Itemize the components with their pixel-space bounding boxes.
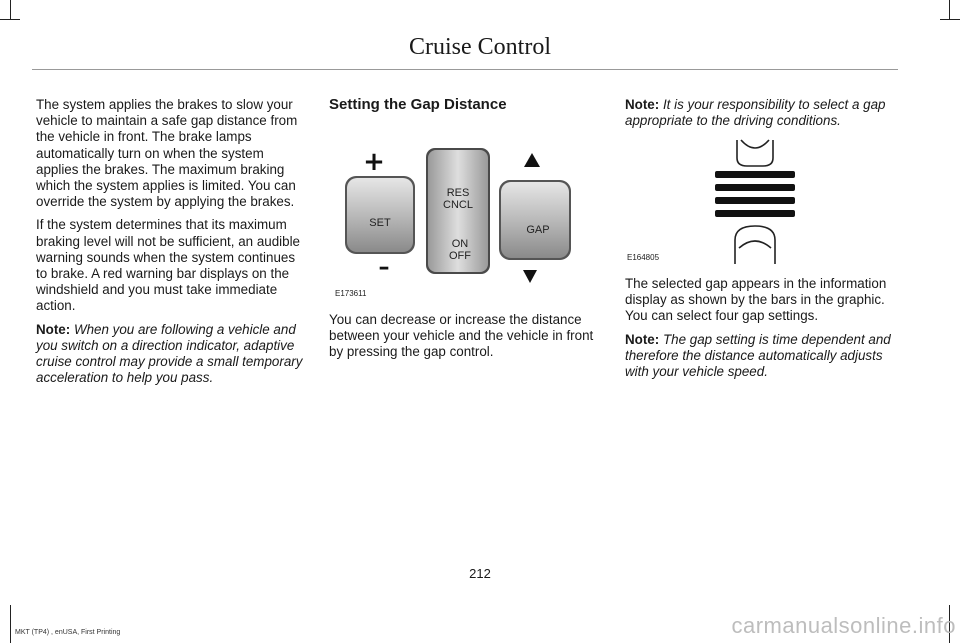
gap-decrease-arrow-icon	[523, 270, 537, 283]
crop-mark	[10, 0, 11, 20]
set-label: SET	[369, 217, 391, 229]
watermark: carmanualsonline.info	[731, 613, 956, 638]
crop-mark	[0, 19, 20, 20]
header-rule	[32, 69, 898, 70]
crop-mark	[949, 0, 950, 20]
gap-bars-figure	[625, 136, 805, 266]
plus-symbol: +	[363, 147, 385, 177]
on-label: ON	[451, 238, 469, 250]
paragraph: If the system determines that its maximum braking level will not be sufficient, an audible warning sounds when the system continues to brake. A red warning bar displays on the windshield and you must take immediate action.	[36, 217, 301, 314]
gap-button	[499, 180, 571, 260]
note-label: Note:	[625, 331, 660, 347]
gap-bars	[715, 171, 795, 217]
column-middle	[329, 97, 601, 119]
column-right	[625, 97, 898, 136]
page-number: 212	[469, 566, 491, 581]
set-button	[345, 176, 415, 254]
lead-vehicle-icon	[737, 140, 773, 166]
minus-symbol: –	[378, 255, 390, 280]
cruise-control-switch-figure	[333, 140, 595, 302]
crop-mark	[940, 19, 960, 20]
crop-mark	[10, 605, 11, 643]
off-label: OFF	[449, 250, 471, 262]
cncl-label: CNCL	[443, 199, 473, 211]
paragraph: The system applies the brakes to slow your vehicle to maintain a safe gap distance from the vehicle in front. The brake lamps automatically turn on when the system applies the brakes. The maximum braking which the system applies is limited. You can override the system by applying the brakes.	[36, 97, 298, 210]
res-label: RES	[446, 187, 470, 199]
paragraph: You can decrease or increase the distance between your vehicle and the vehicle in front by pressing the gap control.	[329, 312, 594, 360]
note-text: The gap setting is time dependent and therefore the distance automatically adjusts with your vehicle speed.	[625, 331, 891, 380]
note	[625, 97, 898, 129]
page-title: Cruise Control	[409, 34, 551, 60]
note-label: Note:	[36, 321, 71, 337]
paragraph: The selected gap appears in the information display as shown by the bars in the graphic. You can select four gap settings.	[625, 276, 887, 324]
figure-code: E173611	[335, 289, 367, 298]
gap-label: GAP	[526, 224, 550, 236]
figure-code: E164805	[627, 253, 660, 262]
res-on-off-button	[426, 148, 490, 274]
column-middle-text	[329, 312, 601, 368]
column-left	[36, 97, 306, 393]
note	[625, 332, 898, 381]
gap-increase-arrow-icon	[524, 153, 540, 167]
note	[36, 322, 306, 387]
section-heading: Setting the Gap Distance	[329, 96, 507, 113]
note-text: When you are following a vehicle and you switch on a direction indicator, adaptive cruise control may provide a small temporary acceleration to help you pass.	[36, 321, 303, 386]
note-label: Note:	[625, 97, 660, 112]
note-text: It is your responsibility to select a gap appropriate to the driving conditions.	[625, 97, 886, 129]
printing-info: MKT (TP4) , enUSA, First Printing	[15, 629, 121, 636]
column-right-text	[625, 276, 898, 387]
own-vehicle-icon	[735, 226, 775, 264]
